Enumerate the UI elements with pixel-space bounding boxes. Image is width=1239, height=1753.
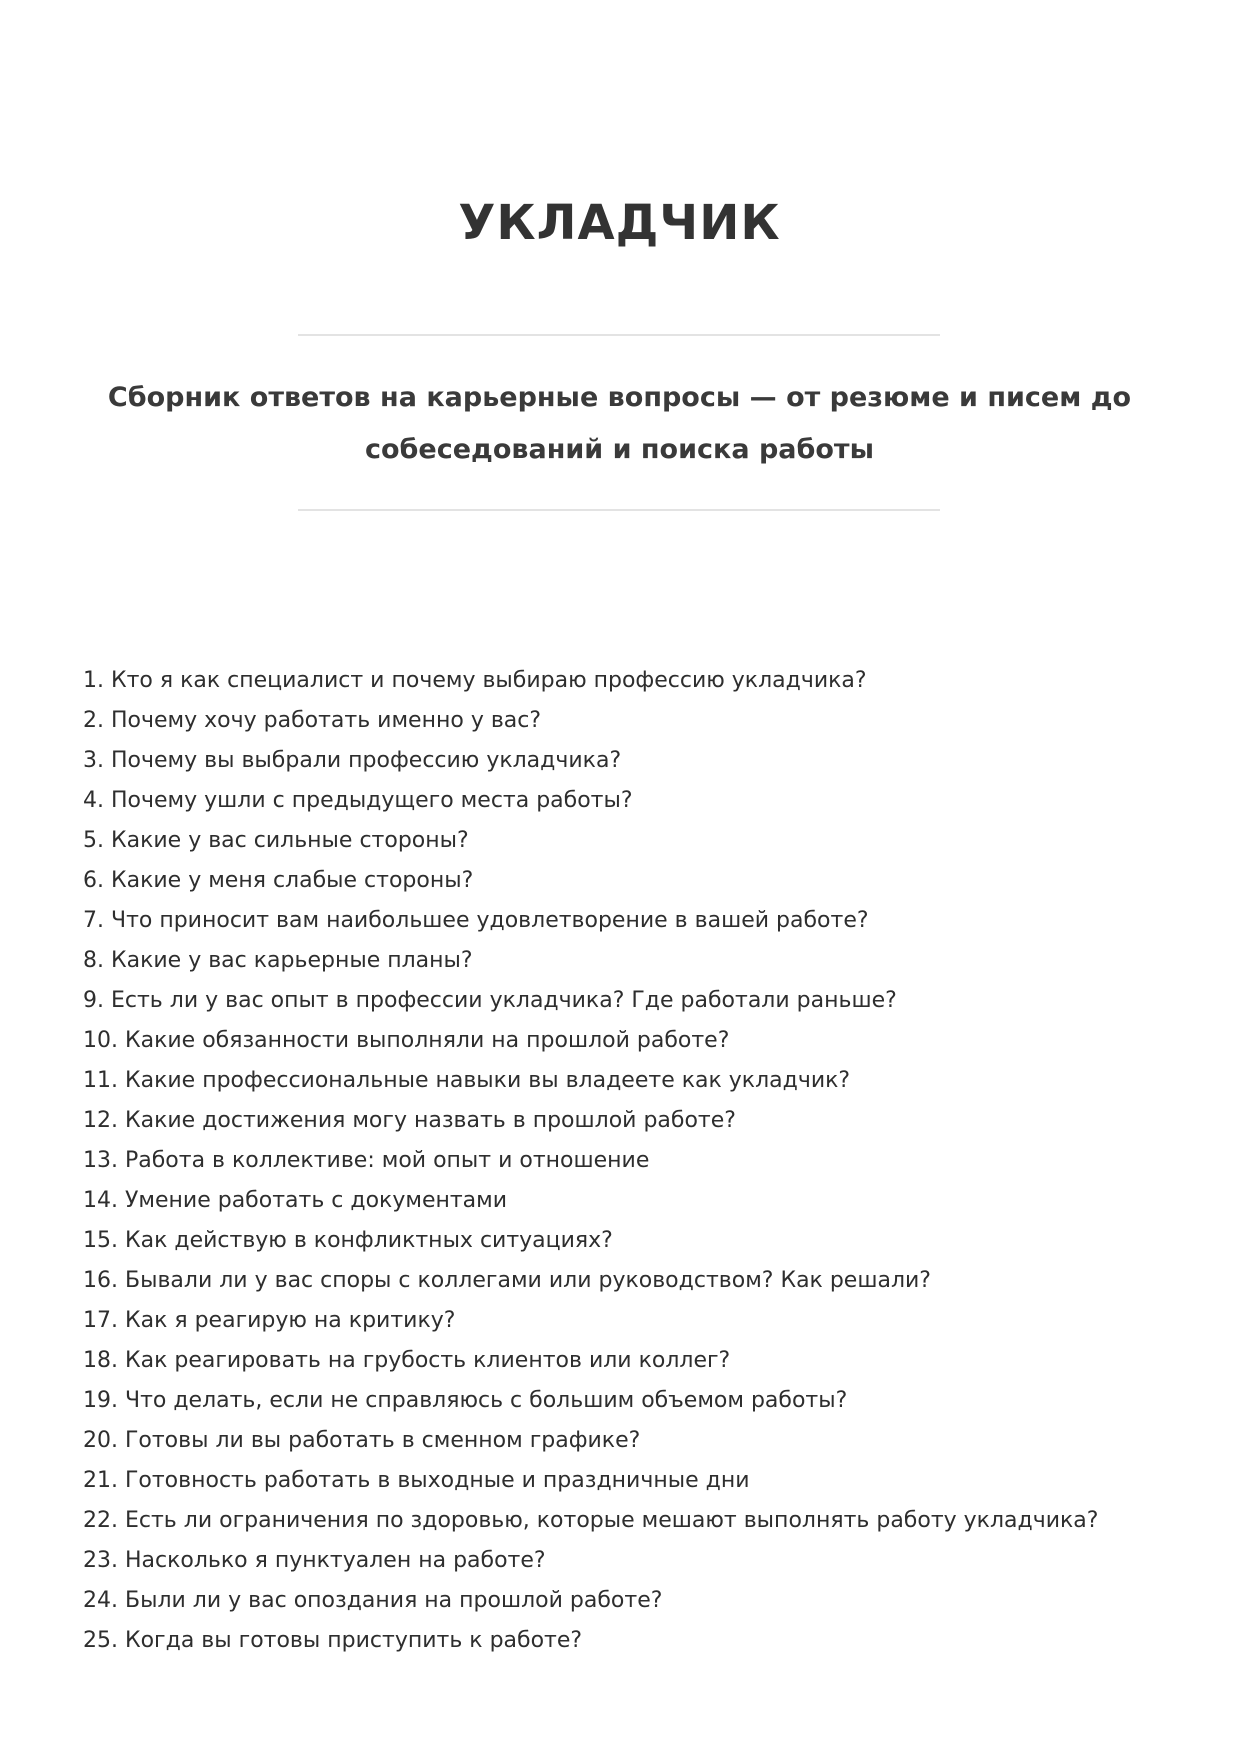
divider-bottom <box>298 509 940 511</box>
question-item: 24. Были ли у вас опоздания на прошлой работе? <box>83 1588 663 1613</box>
question-item: 19. Что делать, если не справляюсь с большим объемом работы? <box>83 1388 848 1413</box>
question-item: 4. Почему ушли с предыдущего места работы? <box>83 788 633 813</box>
question-item: 22. Есть ли ограничения по здоровью, которые мешают выполнять работу укладчика? <box>83 1508 1099 1533</box>
question-item: 9. Есть ли у вас опыт в профессии укладчика? Где работали раньше? <box>83 988 897 1013</box>
question-list <box>83 661 1163 1661</box>
question-item: 16. Бывали ли у вас споры с коллегами или руководством? Как решали? <box>83 1268 931 1293</box>
divider-top <box>298 334 940 336</box>
question-item: 25. Когда вы готовы приступить к работе? <box>83 1628 583 1653</box>
question-item: 17. Как я реагирую на критику? <box>83 1308 456 1333</box>
question-item: 10. Какие обязанности выполняли на прошлой работе? <box>83 1028 730 1053</box>
question-item: 23. Насколько я пунктуален на работе? <box>83 1548 546 1573</box>
question-item: 1. Кто я как специалист и почему выбираю профессию укладчика? <box>83 668 867 693</box>
question-item: 2. Почему хочу работать именно у вас? <box>83 708 542 733</box>
question-item: 18. Как реагировать на грубость клиентов или коллег? <box>83 1348 731 1373</box>
question-item: 11. Какие профессиональные навыки вы владеете как укладчик? <box>83 1068 851 1093</box>
question-item: 13. Работа в коллективе: мой опыт и отношение <box>83 1148 650 1173</box>
question-item: 20. Готовы ли вы работать в сменном графике? <box>83 1428 641 1453</box>
question-item: 14. Умение работать с документами <box>83 1188 508 1213</box>
question-item: 5. Какие у вас сильные стороны? <box>83 828 469 853</box>
page-title: УКЛАДЧИК <box>458 195 781 251</box>
question-item: 8. Какие у вас карьерные планы? <box>83 948 473 973</box>
question-item: 21. Готовность работать в выходные и праздничные дни <box>83 1468 750 1493</box>
question-item: 12. Какие достижения могу назвать в прошлой работе? <box>83 1108 736 1133</box>
page-subtitle: Сборник ответов на карьерные вопросы — от резюме и писем до собеседований и поиска работы <box>107 382 1132 465</box>
question-item: 3. Почему вы выбрали профессию укладчика? <box>83 748 622 773</box>
question-item: 15. Как действую в конфликтных ситуациях? <box>83 1228 613 1253</box>
question-item: 6. Какие у меня слабые стороны? <box>83 868 474 893</box>
question-item: 7. Что приносит вам наибольшее удовлетворение в вашей работе? <box>83 908 869 933</box>
